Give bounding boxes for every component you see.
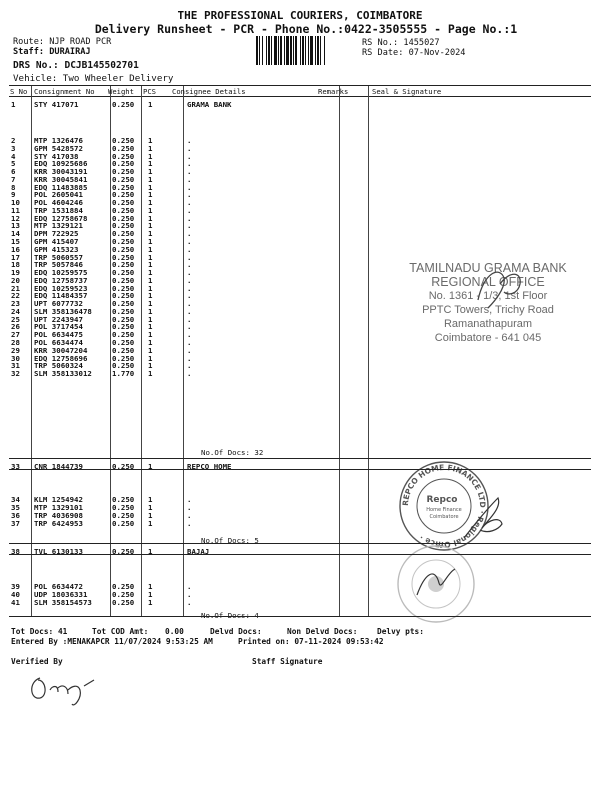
row-weight: 0.250 — [112, 167, 135, 177]
row-consignment-no: DPM 722925 — [34, 229, 79, 239]
row-serial: 20 — [11, 275, 20, 285]
row-pcs: 1 — [148, 306, 153, 316]
row-pcs: 1 — [148, 338, 153, 348]
section-border — [9, 469, 591, 470]
row-consignee: . — [187, 299, 192, 309]
row-consignment-no: EDQ 10259523 — [34, 283, 88, 293]
row-weight: 0.250 — [112, 462, 135, 471]
col-divider — [31, 86, 32, 616]
row-serial: 30 — [11, 353, 20, 363]
row-consignee: . — [187, 213, 192, 223]
row-weight: 0.250 — [112, 510, 135, 520]
row-pcs: 1 — [148, 495, 153, 504]
row-serial: 23 — [11, 299, 20, 309]
repco-sub-text: Home Finance — [426, 507, 462, 513]
row-serial: 18 — [11, 260, 20, 270]
row-pcs: 1 — [148, 151, 153, 161]
row-consignment-no: GPM 5428572 — [34, 143, 83, 153]
row-serial: 27 — [11, 330, 20, 340]
non-delivered-docs: Non Delvd Docs: — [287, 627, 358, 636]
row-serial: 28 — [11, 338, 20, 348]
row-consignee: . — [187, 136, 192, 145]
row-weight: 0.250 — [112, 291, 135, 301]
bajaj-stamp — [395, 543, 477, 625]
route-label: Route: NJP ROAD PCR — [13, 37, 112, 47]
col-header-consignment: Consignment No — [34, 87, 95, 96]
row-weight: 0.250 — [112, 598, 135, 608]
row-weight: 0.250 — [112, 182, 135, 192]
row-consignment-no: POL 6634472 — [34, 582, 83, 591]
section-border — [9, 554, 591, 555]
row-pcs: 1 — [148, 159, 153, 169]
row-consignment-no: TRP 6424953 — [34, 518, 83, 528]
row-consignment-no: POL 4604246 — [34, 198, 83, 208]
row-pcs: 1 — [148, 510, 153, 520]
row-serial: 19 — [11, 268, 20, 278]
row-consignment-no: GPM 415407 — [34, 237, 79, 246]
row-consignment-no: UDP 18036331 — [34, 590, 88, 600]
group-doc-count: No.Of Docs: 4 — [201, 611, 259, 620]
repco-signature — [458, 490, 508, 545]
row-pcs: 1 — [148, 314, 153, 324]
row-serial: 26 — [11, 322, 20, 332]
row-consignee: . — [187, 167, 192, 177]
row-consignment-no: POL 6634474 — [34, 338, 83, 348]
row-pcs: 1 — [148, 252, 153, 262]
row-serial: 6 — [11, 167, 16, 177]
row-consignment-no: STY 417038 — [34, 151, 79, 161]
printed-on: Printed on: 07-11-2024 09:53:42 — [238, 637, 384, 646]
row-pcs: 1 — [148, 221, 153, 231]
row-pcs: 1 — [148, 582, 153, 591]
row-consignee: . — [187, 502, 192, 512]
row-pcs: 1 — [148, 198, 153, 208]
col-header-seal: Seal & Signature — [372, 87, 442, 96]
row-consignment-no: SLM 358154573 — [34, 598, 92, 608]
row-pcs: 1 — [148, 182, 153, 192]
row-consignment-no: EDQ 12758737 — [34, 275, 88, 285]
col-header-remarks: Remarks — [318, 87, 349, 96]
delivery-points: Delvy pts: — [377, 627, 424, 636]
row-consignment-no: EDQ 10925686 — [34, 159, 88, 169]
row-pcs: 1 — [148, 136, 153, 145]
row-consignment-no: TRP 4036908 — [34, 510, 83, 520]
row-pcs: 1 — [148, 143, 153, 153]
row-pcs: 1 — [148, 190, 153, 200]
row-consignment-no: TVL 6130133 — [34, 547, 83, 556]
row-pcs: 1 — [148, 369, 153, 379]
row-serial: 25 — [11, 314, 20, 324]
row-serial: 11 — [11, 205, 20, 215]
col-header-weight: Weight — [108, 87, 134, 96]
row-consignee: . — [187, 338, 192, 348]
row-weight: 0.250 — [112, 590, 135, 600]
repco-logo-text: Repco — [426, 495, 458, 505]
row-consignment-no: EDQ 12758678 — [34, 213, 88, 223]
col-header-consignee: Consignee Details — [172, 87, 246, 96]
row-weight: 0.250 — [112, 268, 135, 278]
col-divider — [110, 86, 111, 616]
row-consignment-no: KRR 30047204 — [34, 345, 88, 355]
drs-number: DRS No.: DCJB145502701 — [13, 60, 139, 71]
row-consignee: . — [187, 151, 192, 161]
row-pcs: 1 — [148, 598, 153, 608]
row-consignee: . — [187, 330, 192, 340]
row-pcs: 1 — [148, 590, 153, 600]
row-weight: 0.250 — [112, 244, 135, 254]
row-consignee: . — [187, 283, 192, 293]
row-consignee: . — [187, 237, 192, 246]
row-weight: 0.250 — [112, 502, 135, 512]
row-weight: 0.250 — [112, 213, 135, 223]
row-consignee: . — [187, 198, 192, 208]
row-pcs: 1 — [148, 502, 153, 512]
row-consignee: . — [187, 221, 192, 231]
row-serial: 35 — [11, 502, 20, 512]
row-serial: 38 — [11, 547, 20, 556]
row-consignment-no: POL 2605041 — [34, 190, 83, 200]
stamp-bank-line: Coimbatore - 641 045 — [434, 332, 542, 344]
row-serial: 2 — [11, 136, 16, 145]
row-serial: 4 — [11, 151, 16, 161]
row-weight: 0.250 — [112, 190, 135, 200]
row-consignee: . — [187, 510, 192, 520]
row-consignment-no: STY 417071 — [34, 100, 79, 109]
table-header-border — [9, 96, 591, 97]
row-weight: 0.250 — [112, 174, 135, 184]
barcode — [256, 36, 356, 65]
row-consignment-no: MTP 1329101 — [34, 502, 83, 512]
row-weight: 0.250 — [112, 314, 135, 324]
row-consignment-no: KRR 30045841 — [34, 174, 88, 184]
row-consignee: . — [187, 143, 192, 153]
row-consignee: . — [187, 268, 192, 278]
row-pcs: 1 — [148, 213, 153, 223]
row-consignment-no: MTP 1326476 — [34, 136, 83, 145]
row-consignment-no: KRR 30043191 — [34, 167, 88, 177]
row-consignment-no: POL 3717454 — [34, 322, 83, 332]
row-weight: 0.250 — [112, 345, 135, 355]
row-weight: 0.250 — [112, 252, 135, 262]
row-weight: 0.250 — [112, 361, 135, 371]
row-serial: 39 — [11, 582, 20, 591]
col-header-pcs: PCS — [143, 87, 156, 96]
row-consignment-no: UPT 6077732 — [34, 299, 83, 309]
row-pcs: 1 — [148, 291, 153, 301]
stamp-bank-line: REGIONAL OFFICE — [431, 275, 545, 289]
group-doc-count: No.Of Docs: 5 — [201, 536, 259, 545]
staff-label: Staff: DURAIRAJ — [13, 47, 91, 57]
row-consignee: . — [187, 495, 192, 504]
row-consignment-no: TRP 1531884 — [34, 205, 83, 215]
row-weight: 0.250 — [112, 151, 135, 161]
vehicle-label: Vehicle: Two Wheeler Delivery — [13, 73, 174, 84]
row-pcs: 1 — [148, 167, 153, 177]
row-pcs: 1 — [148, 205, 153, 215]
rs-number: RS No.: 1455027 — [362, 38, 440, 48]
row-serial: 10 — [11, 198, 20, 208]
group-consignee-name: GRAMA BANK — [187, 100, 232, 109]
group-doc-count: No.Of Docs: 32 — [201, 448, 264, 457]
delivered-docs: Delvd Docs: — [210, 627, 262, 636]
row-pcs: 1 — [148, 275, 153, 285]
row-pcs: 1 — [148, 330, 153, 340]
group-consignee-name: REPCO HOME — [187, 462, 232, 471]
row-pcs: 1 — [148, 174, 153, 184]
staff-signature-label: Staff Signature — [252, 657, 323, 666]
row-serial: 31 — [11, 361, 20, 371]
row-weight: 0.250 — [112, 338, 135, 348]
row-weight: 0.250 — [112, 143, 135, 153]
row-serial: 36 — [11, 510, 20, 520]
col-divider — [183, 86, 184, 616]
row-consignment-no: SLM 358133012 — [34, 369, 92, 379]
row-serial: 9 — [11, 190, 16, 200]
row-consignee: . — [187, 205, 192, 215]
stamp-bank-line: Ramanathapuram — [443, 318, 533, 330]
row-weight: 0.250 — [112, 198, 135, 208]
row-consignment-no: SLM 358136478 — [34, 306, 92, 316]
row-consignee: . — [187, 582, 192, 591]
row-consignee: . — [187, 182, 192, 192]
row-consignment-no: EDQ 10259575 — [34, 268, 88, 278]
stamp-bank-line: No. 1361 - 1/3, 1st Floor — [428, 290, 548, 302]
row-weight: 0.250 — [112, 100, 135, 109]
row-consignment-no: GPM 415323 — [34, 244, 79, 254]
row-consignee: . — [187, 314, 192, 324]
row-consignee: . — [187, 306, 192, 316]
entered-by: Entered By :MENAKAPCR 11/07/2024 9:53:25 AM — [11, 637, 213, 646]
row-pcs: 1 — [148, 268, 153, 278]
section-border — [9, 458, 591, 459]
row-consignment-no: EDQ 11483885 — [34, 182, 88, 192]
stamp-bank-line: PPTC Towers, Trichy Road — [422, 304, 554, 316]
row-consignee: . — [187, 345, 192, 355]
row-weight: 0.250 — [112, 229, 135, 239]
row-serial: 15 — [11, 237, 20, 246]
verified-by-label: Verified By — [11, 657, 63, 666]
row-serial: 14 — [11, 229, 20, 239]
row-serial: 7 — [11, 174, 16, 184]
row-consignee: . — [187, 291, 192, 301]
row-pcs: 1 — [148, 345, 153, 355]
row-pcs: 1 — [148, 260, 153, 270]
row-consignee: . — [187, 190, 192, 200]
row-serial: 21 — [11, 283, 20, 293]
row-serial: 16 — [11, 244, 20, 254]
row-serial: 41 — [11, 598, 20, 608]
row-pcs: 1 — [148, 100, 153, 109]
row-weight: 0.250 — [112, 547, 135, 556]
row-consignee: . — [187, 353, 192, 363]
row-consignment-no: UPT 2243947 — [34, 314, 83, 324]
repco-ring-text: REPCO HOME FINANCE LTD · Regional Office · — [400, 462, 488, 550]
row-pcs: 1 — [148, 283, 153, 293]
row-serial: 29 — [11, 345, 20, 355]
row-pcs: 1 — [148, 361, 153, 371]
col-divider — [141, 86, 142, 616]
row-weight: 0.250 — [112, 306, 135, 316]
col-divider — [368, 86, 369, 616]
row-weight: 0.250 — [112, 136, 135, 145]
row-weight: 0.250 — [112, 159, 135, 169]
group-consignee-name: BAJAJ — [187, 547, 210, 556]
barcode-bar — [325, 36, 327, 65]
row-pcs: 1 — [148, 299, 153, 309]
row-consignee: . — [187, 244, 192, 254]
row-consignment-no: MTP 1329121 — [34, 221, 83, 231]
row-weight: 0.250 — [112, 518, 135, 528]
row-consignee: . — [187, 229, 192, 239]
row-weight: 0.250 — [112, 582, 135, 591]
table-bottom-border — [9, 616, 591, 617]
section-border — [9, 543, 591, 544]
row-pcs: 1 — [148, 322, 153, 332]
row-weight: 0.250 — [112, 275, 135, 285]
row-consignment-no: TRP 5057846 — [34, 260, 83, 270]
row-consignee: . — [187, 369, 192, 379]
row-pcs: 1 — [148, 353, 153, 363]
col-header-sno: S No — [10, 87, 28, 96]
row-weight: 0.250 — [112, 299, 135, 309]
row-serial: 24 — [11, 306, 20, 316]
row-pcs: 1 — [148, 518, 153, 528]
repco-city-text: Coimbatore — [429, 514, 459, 520]
row-pcs: 1 — [148, 547, 153, 556]
rs-date: RS Date: 07-Nov-2024 — [362, 48, 466, 58]
row-pcs: 1 — [148, 237, 153, 246]
row-consignee: . — [187, 361, 192, 371]
row-serial: 32 — [11, 369, 20, 379]
company-title: THE PROFESSIONAL COURIERS, COIMBATORE — [177, 9, 423, 22]
verifier-signature — [24, 668, 104, 713]
row-weight: 0.250 — [112, 260, 135, 270]
row-serial: 3 — [11, 143, 16, 153]
row-consignment-no: CNR 1844739 — [34, 462, 83, 471]
row-consignee: . — [187, 252, 192, 262]
row-serial: 33 — [11, 462, 20, 471]
row-serial: 13 — [11, 221, 20, 231]
row-serial: 8 — [11, 182, 16, 192]
runsheet-title: Delivery Runsheet - PCR - Phone No.:0422-3505555 - Page No.:1 — [94, 22, 518, 36]
row-weight: 0.250 — [112, 205, 135, 215]
row-serial: 37 — [11, 518, 20, 528]
row-serial: 1 — [11, 100, 16, 109]
row-pcs: 1 — [148, 244, 153, 254]
row-serial: 34 — [11, 495, 20, 504]
row-consignee: . — [187, 590, 192, 600]
row-consignment-no: EDQ 11484357 — [34, 291, 88, 301]
row-consignee: . — [187, 518, 192, 528]
row-weight: 0.250 — [112, 283, 135, 293]
row-consignment-no: POL 6634475 — [34, 330, 83, 340]
row-consignee: . — [187, 260, 192, 270]
total-cod-label: Tot COD Amt: — [92, 627, 149, 636]
row-consignment-no: TRP 5060324 — [34, 361, 83, 371]
row-serial: 12 — [11, 213, 20, 223]
row-weight: 1.770 — [112, 369, 135, 379]
row-weight: 0.250 — [112, 322, 135, 332]
row-pcs: 1 — [148, 462, 153, 471]
table-top-border — [9, 85, 591, 86]
total-cod-value: 0.00 — [165, 627, 184, 636]
row-consignee: . — [187, 322, 192, 332]
col-divider — [339, 86, 340, 616]
row-consignee: . — [187, 275, 192, 285]
stamp-bank-line: TAMILNADU GRAMA BANK — [409, 261, 567, 275]
row-serial: 17 — [11, 252, 20, 262]
row-consignment-no: KLM 1254942 — [34, 495, 83, 504]
row-weight: 0.250 — [112, 237, 135, 246]
total-docs: Tot Docs: 41 — [11, 627, 68, 636]
row-consignment-no: TRP 5060557 — [34, 252, 83, 262]
row-consignee: . — [187, 174, 192, 184]
row-weight: 0.250 — [112, 330, 135, 340]
bank-signature — [470, 262, 530, 317]
row-consignee: . — [187, 159, 192, 169]
row-serial: 22 — [11, 291, 20, 301]
row-serial: 5 — [11, 159, 16, 169]
row-consignee: . — [187, 598, 192, 608]
row-serial: 40 — [11, 590, 20, 600]
row-weight: 0.250 — [112, 221, 135, 231]
row-pcs: 1 — [148, 229, 153, 239]
row-weight: 0.250 — [112, 353, 135, 363]
row-consignment-no: EDQ 12758696 — [34, 353, 88, 363]
row-weight: 0.250 — [112, 495, 135, 504]
